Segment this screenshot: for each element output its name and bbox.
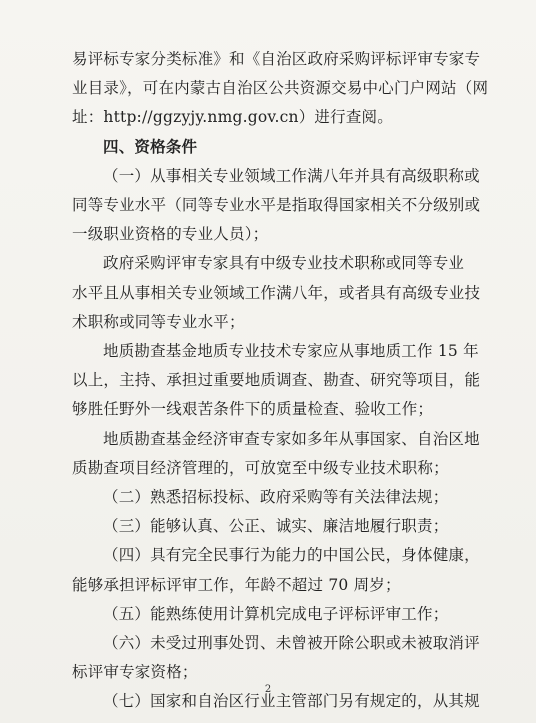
- text-line: （一）从事相关专业领域工作满八年并具有高级职称或: [103, 166, 480, 185]
- text-line: 术职称或同等专业水平；: [72, 312, 245, 331]
- text-line: 地质勘查基金地质专业技术专家应从事地质工作 15 年: [103, 342, 479, 361]
- text-line: （五）能熟练使用计算机完成电子评标评审工作；: [103, 604, 449, 623]
- text-line: 标评审专家资格；: [72, 663, 198, 682]
- text-line: 能够承担评标评审工作，年龄不超过 70 周岁；: [72, 575, 401, 594]
- text-line: 政府采购评审专家具有中级专业技术职称或同等专业: [103, 254, 465, 273]
- document-body: [72, 48, 489, 714]
- text-line: 够胜任野外一线艰苦条件下的质量检查、验收工作；: [72, 400, 434, 419]
- text-line: 业目录》，可在内蒙古自治区公共资源交易中心门户网站（网: [72, 79, 489, 98]
- page-number: 2: [264, 684, 272, 695]
- text-line: （二）熟悉招标投标、政府采购等有关法律法规；: [103, 488, 449, 507]
- text-line: 水平且从事相关专业领域工作满八年，或者具有高级专业技: [72, 283, 481, 302]
- text-line: 地质勘查基金经济审查专家如多年从事国家、自治区地: [103, 429, 480, 448]
- text-line: （四）具有完全民事行为能力的中国公民，身体健康，: [103, 546, 480, 565]
- text-line: 同等专业水平（同等专业水平是指取得国家相关不分级别或: [72, 196, 481, 215]
- text-line: （七）国家和自治区行业主管部门另有规定的，从其规: [103, 692, 480, 711]
- text-line: 易评标专家分类标准》和《自治区政府采购评标评审专家专: [72, 50, 481, 68]
- text-line: 一级职业资格的专业人员）；: [72, 225, 269, 244]
- text-line: （三）能够认真、公正、诚实、廉洁地履行职责；: [103, 517, 449, 536]
- text-line: （六）未受过刑事处罚、未曾被开除公职或未被取消评: [103, 634, 480, 653]
- text-line: 以上，主持、承担过重要地质调查、勘查、研究等项目，能: [72, 371, 481, 390]
- text-line: 址：http://ggzyjy.nmg.gov.cn）进行查阅。: [72, 108, 393, 127]
- text-line: 质勘查项目经济管理的，可放宽至中级专业技术职称；: [72, 458, 449, 477]
- section-heading: 四、资格条件: [103, 137, 198, 156]
